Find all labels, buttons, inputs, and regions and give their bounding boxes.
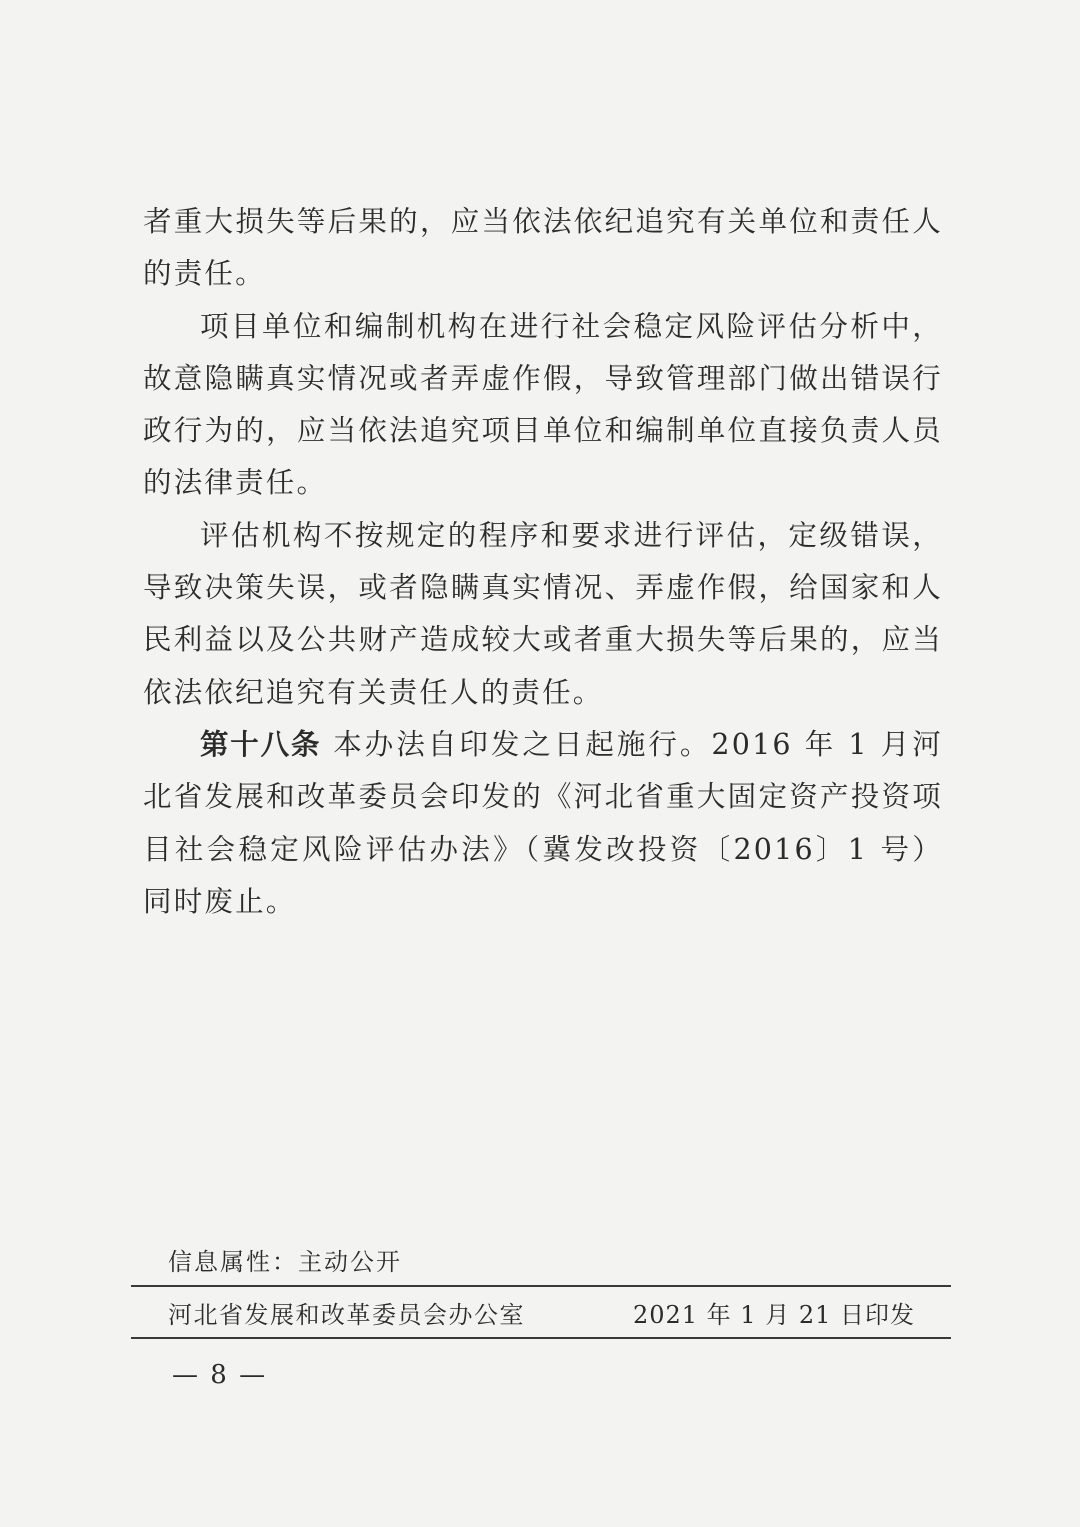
article-18-paragraph [143,719,943,928]
paragraph-3: 评估机构不按规定的程序和要求进行评估，定级错误，导致决策失误，或者隐瞒真实情况、弄虚作假，给国家和人民利益以及公共财产造成较大或者重大损失等后果的，应当依法依纪追究有关责任人的责任。 [143,518,943,709]
page-number: — 8 — [172,1360,268,1390]
paragraph-1: 者重大损失等后果的，应当依法依纪追究有关单位和责任人的责任。 [143,205,943,291]
footer-top-rule [131,1285,951,1287]
document-body [143,196,943,928]
paragraph-2: 项目单位和编制机构在进行社会稳定风险评估分析中，故意隐瞒真实情况或者弄虚作假，导致管理部门做出错误行政行为的，应当依法追究项目单位和编制单位直接负责人员的法律责任。 [143,309,943,500]
issue-date: 2021 年 1 月 21 日印发 [632,1301,915,1329]
footer-bottom-rule [131,1337,951,1339]
article-18-text: 本办法自印发之日起施行。2016 年 1 月河北省发展和改革委员会印发的《河北省重大固定资产投资项目社会稳定风险评估办法》（冀发改投资〔2016〕1 号）同时废止。 [143,727,943,918]
article-18-heading: 第十八条 [200,727,322,761]
issuing-office: 河北省发展和改革委员会办公室 [168,1301,525,1329]
info-attribute: 信息属性：主动公开 [168,1248,402,1276]
